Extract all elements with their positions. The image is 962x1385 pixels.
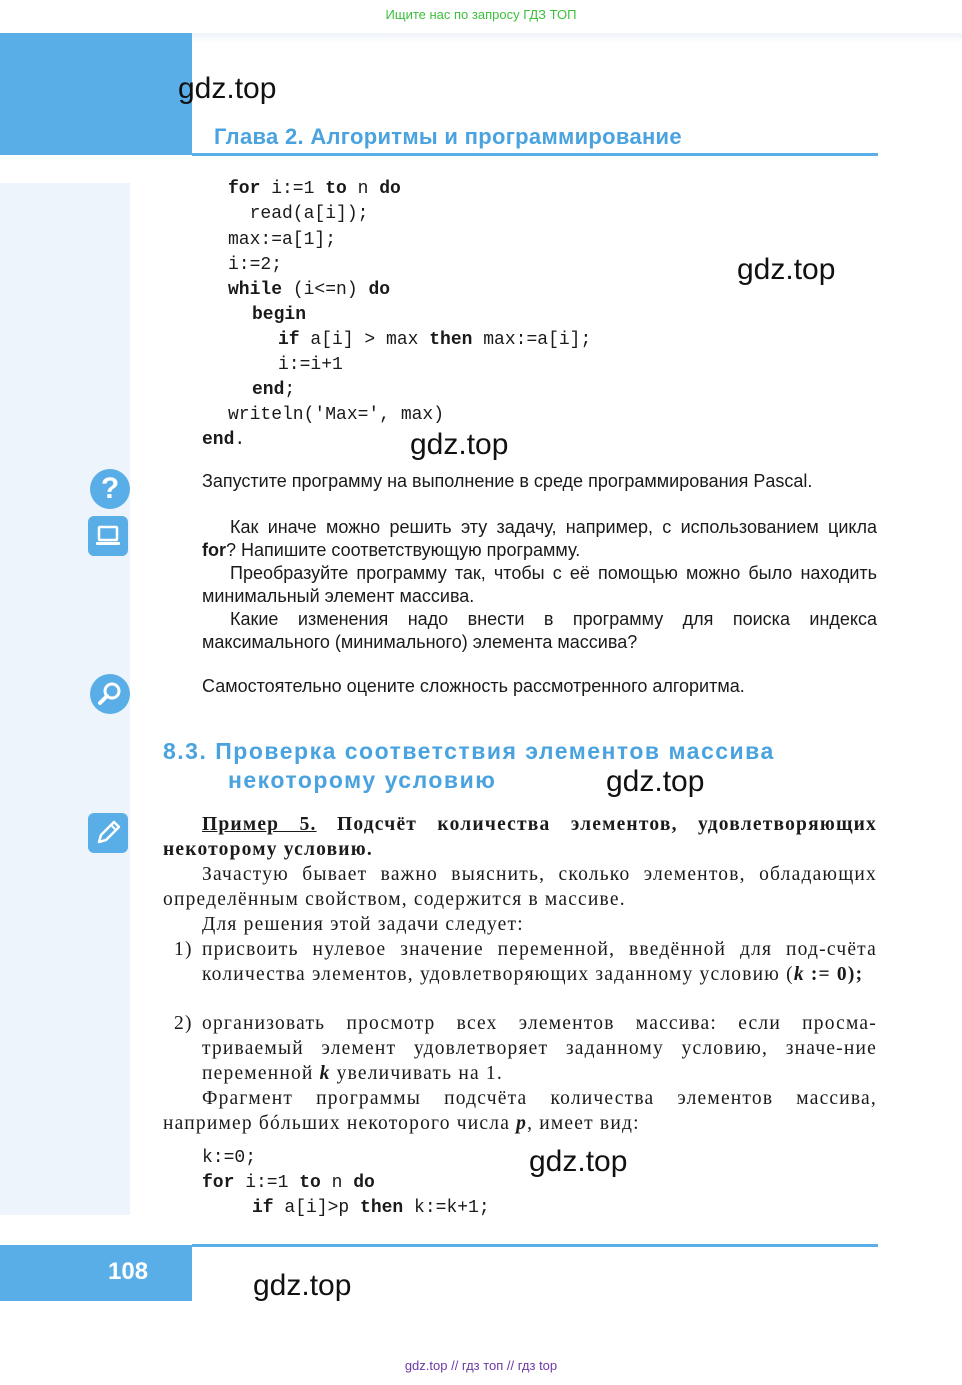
- code-line-3: max:=a[1];: [228, 230, 337, 250]
- code2-line-2: for i:=1 to n do: [202, 1173, 375, 1193]
- top-banner[interactable]: Ищите нас по запросу ГДЗ ТОП: [385, 7, 577, 22]
- magnifier-icon: [90, 674, 130, 714]
- list-item-2: организовать просмотр всех элементов массива: если просма-триваемый элемент удовлетворяет заданному условию, значе-ние переменной k увеличивать на 1.: [202, 1013, 877, 1084]
- question-icon: ?: [90, 469, 130, 509]
- question-paragraph-2: Как иначе можно решить эту задачу, например, с использованием цикла for? Напишите соответствующую программу.: [202, 517, 877, 560]
- question-paragraph-1: Запустите программу на выполнение в среде программирования Pascal.: [202, 471, 813, 491]
- header-shadow: [192, 33, 962, 43]
- watermark: gdz.top: [606, 765, 705, 798]
- example-paragraph-2: Для решения этой задачи следует:: [202, 914, 524, 935]
- list-number-1: 1): [174, 939, 193, 960]
- footer-line: [192, 1244, 878, 1247]
- example-paragraph-1: Зачастую бывает важно выяснить, сколько элементов, обладающих определённым свойством, содержится в массиве.: [163, 864, 877, 910]
- chapter-tab: [0, 33, 192, 155]
- code2-line-1: k:=0;: [202, 1148, 257, 1168]
- question-paragraph-3: Преобразуйте программу так, чтобы с её помощью можно было находить минимальный элемент массива.: [202, 563, 877, 606]
- code-line-8: i:=i+1: [278, 355, 343, 375]
- list-number-2: 2): [174, 1013, 193, 1034]
- list-item-1: присвоить нулевое значение переменной, введённой для под-счёта количества элементов, удовлетворяющих заданному условию (k := 0);: [202, 939, 877, 985]
- code-line-2: read(a[i]);: [228, 204, 369, 224]
- code-line-6: begin: [252, 305, 307, 325]
- page-number: 108: [108, 1258, 149, 1285]
- bottom-links[interactable]: gdz.top // гдз топ // гдз top: [404, 1358, 558, 1373]
- chapter-underline: [192, 153, 878, 156]
- watermark: gdz.top: [410, 428, 509, 461]
- watermark: gdz.top: [529, 1145, 628, 1178]
- code-line-10: writeln('Max=', max): [228, 405, 445, 425]
- example-heading: Пример 5. Подсчёт количества элементов, удовлетворяющих некоторому условию.: [163, 814, 877, 860]
- code-line-4: i:=2;: [228, 255, 283, 275]
- question-paragraph-4: Какие изменения надо внести в программу для поиска индекса максимального (минимального) элемента массива?: [202, 609, 877, 652]
- code-line-5: while (i<=n) do: [228, 280, 391, 300]
- example-paragraph-3: Фрагмент программы подсчёта количества элементов массива, например бóльших некоторого числа p, имеет вид:: [163, 1088, 877, 1134]
- code2-line-3: if a[i]>p then k:=k+1;: [252, 1198, 490, 1218]
- chapter-title: Глава 2. Алгоритмы и программирование: [214, 124, 682, 149]
- section-heading: 8.3. Проверка соответствия элементов массива некоторому условию: [163, 738, 775, 793]
- watermark: gdz.top: [178, 72, 277, 105]
- code-line-9: end;: [252, 380, 296, 400]
- laptop-icon: [88, 516, 128, 556]
- watermark: gdz.top: [253, 1269, 352, 1302]
- code-line-7: if a[i] > max then max:=a[i];: [278, 330, 592, 350]
- code-line-11: end.: [202, 430, 246, 450]
- watermark: gdz.top: [737, 253, 836, 286]
- pencil-icon: [88, 813, 128, 853]
- question-paragraph-5: Самостоятельно оцените сложность рассмотренного алгоритма.: [202, 676, 745, 696]
- code-line-1: for i:=1 to n do: [228, 179, 401, 199]
